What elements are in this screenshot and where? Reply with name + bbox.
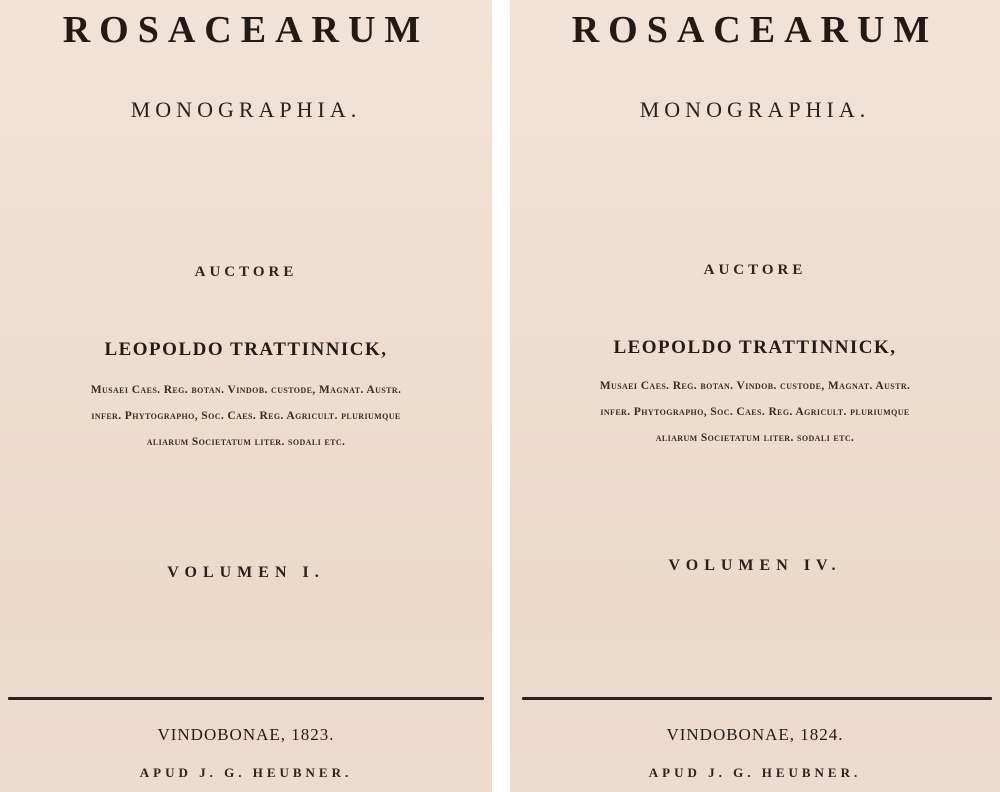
author-credit-line-1: Musaei Caes. Reg. botan. Vindob. custode, Magnat. Austr. — [90, 384, 402, 396]
title-page-volume-1 — [0, 0, 492, 792]
imprint-city-year: VINDOBONAE, 1824. — [666, 725, 844, 744]
author-credit-line-3: aliarum Societatum liter. sodali etc. — [146, 436, 346, 448]
imprint-rule — [522, 697, 992, 700]
imprint-city-year: VINDOBONAE, 1823. — [157, 725, 335, 744]
book-title: ROSACEARUM — [62, 9, 430, 51]
author-credit-line-3: aliarum Societatum liter. sodali etc. — [655, 432, 855, 444]
book-title: ROSACEARUM — [571, 9, 939, 51]
auctore-label: AUCTORE — [703, 262, 807, 278]
title-page-volume-4 — [510, 0, 1000, 792]
auctore-label: AUCTORE — [194, 264, 298, 280]
author-credit-line-2: infer. Phytographo, Soc. Caes. Reg. Agricult. pluriumque — [91, 410, 401, 422]
author-name: LEOPOLDO TRATTINNICK, — [613, 337, 897, 358]
imprint-rule — [8, 697, 484, 700]
book-subtitle: MONOGRAPHIA. — [639, 97, 871, 122]
imprint-publisher: APUD J. G. HEUBNER. — [139, 765, 353, 780]
author-credit-line-1: Musaei Caes. Reg. botan. Vindob. custode, Magnat. Austr. — [599, 380, 911, 392]
volume-label: VOLUMEN IV. — [668, 557, 842, 574]
volume-label: VOLUMEN I. — [167, 564, 325, 581]
imprint-publisher: APUD J. G. HEUBNER. — [648, 765, 862, 780]
book-subtitle: MONOGRAPHIA. — [130, 97, 362, 122]
author-name: LEOPOLDO TRATTINNICK, — [104, 339, 388, 360]
author-credit-line-2: infer. Phytographo, Soc. Caes. Reg. Agricult. pluriumque — [600, 406, 910, 418]
